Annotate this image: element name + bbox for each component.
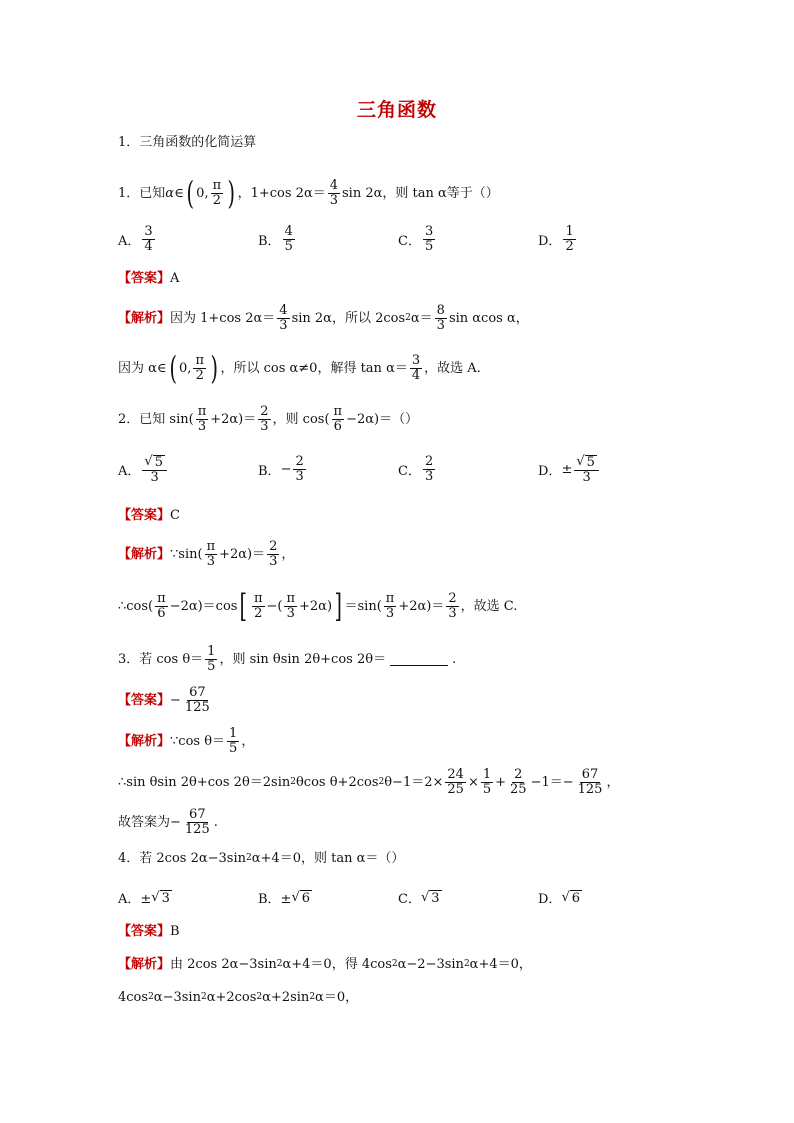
q2-answer: 【答案】 C — [118, 508, 180, 523]
q2-option-b: B． − $\frac{2}{3}$ — [258, 454, 304, 484]
question-1 — [118, 174, 499, 212]
q1-mid: ，1+cos 2α＝ — [237, 185, 326, 201]
page-title: 三角函数 — [356, 99, 437, 121]
q1-rest: sin 2α，则 tan α等于（） — [342, 185, 499, 201]
q4-answer: 【答案】 B — [118, 924, 180, 939]
q1-analysis-line-2: 因为 α∈ ( 0, $\frac{\pi}{2}$ ) ，所以 cos α≠0，解得 tan α＝ $\frac{3}{4}$ ，故选 A. — [118, 349, 481, 387]
q1-option-d: D． $\frac{1}{2}$ — [538, 224, 574, 254]
question-3: 3．若 cos θ＝ $\frac{1}{5}$ ，则 sin θsin 2θ+cos 2θ＝ . — [118, 644, 457, 674]
q1-prefix: 1．已知 — [118, 185, 166, 201]
q3-analysis-line-3: 故答案为− $\frac{67}{125}$ . — [118, 807, 218, 837]
q1-in: ∈ — [174, 185, 184, 201]
q2-option-d: D． ± √ 5 3 — [538, 455, 601, 484]
q4-option-b: B．± √ 6 — [258, 889, 311, 907]
q3-blank — [390, 653, 448, 666]
question-4: 4．若 2cos 2α−3sin 2 α+4＝0，则 tan α＝（） — [118, 851, 405, 866]
q3-answer: 【答案】 − $\frac{67}{125}$ — [118, 685, 210, 715]
q2-analysis-line-2: ∴cos( $\frac{\pi}{6}$ −2α)＝cos [ $\frac{\pi}{2}$ −( $\frac{\pi}{3}$ +2α) ] ＝sin( $\frac{\pi}{3}$ +2α)＝ $\frac{2}{3}$ ，故选 C. — [118, 587, 518, 625]
q1-option-c: C． $\frac{3}{5}$ — [398, 224, 434, 254]
q2-analysis-line-1: 【解析】 ∵sin( $\frac{\pi}{3}$ +2α)＝ $\frac{2}{3}$ ， — [118, 539, 295, 569]
q2-option-a: A． √ 5 3 — [118, 455, 169, 484]
q1-analysis-line-1: 【解析】 因为 1+cos 2α＝ $\frac{4}{3}$ sin 2α，所以 2cos 2 α＝ $\frac{8}{3}$ sin αcos α， — [118, 303, 529, 333]
section-heading: 1．三角函数的化简运算 — [118, 135, 257, 150]
q1-paren-left: ( — [186, 174, 194, 212]
q4-analysis-line-1: 【解析】 由 2cos 2α−3sin 2 α+4＝0，得 4cos 2 α−2−3sin 2 α+4＝0， — [118, 957, 532, 972]
q3-analysis-line-2: ∴sin θsin 2θ+cos 2θ＝2sin 2 θcos θ+2cos 2 θ−1＝2× $\frac{24}{25}$ × $\frac{1}{5}$ + $\frac{2}{25}$ −1＝− $\frac{67}{125}$ ， — [118, 767, 620, 797]
q1-frac: $\frac{4}{3}$ — [329, 177, 339, 208]
q2-option-c: C． $\frac{2}{3}$ — [398, 454, 434, 484]
q1-option-a: A． $\frac{3}{4}$ — [118, 224, 153, 254]
q1-pi-over-2: $\frac{\pi}{2}$ — [212, 177, 222, 208]
q3-analysis-line-1: 【解析】 ∵cos θ＝ $\frac{1}{5}$ ， — [118, 726, 255, 756]
q4-option-a: A．± √ 3 — [118, 889, 170, 907]
q1-option-b: B． $\frac{4}{5}$ — [258, 224, 293, 254]
q1-alpha: α — [165, 185, 175, 201]
question-2: 2．已知 sin( $\frac{\pi}{3}$ +2α)＝ $\frac{2}{3}$ ，则 cos( $\frac{\pi}{6}$ −2α)＝（） — [118, 404, 419, 434]
q1-paren-right: ) — [227, 174, 236, 212]
q4-option-d: D． √ 6 — [538, 889, 581, 907]
q4-analysis-line-2: 4cos 2 α−3sin 2 α+2cos 2 α+2sin 2 α＝0， — [118, 990, 359, 1005]
q4-option-c: C． √ 3 — [398, 889, 440, 907]
q1-interval-left: 0, — [196, 185, 209, 201]
q1-answer: 【答案】 A — [118, 271, 180, 286]
